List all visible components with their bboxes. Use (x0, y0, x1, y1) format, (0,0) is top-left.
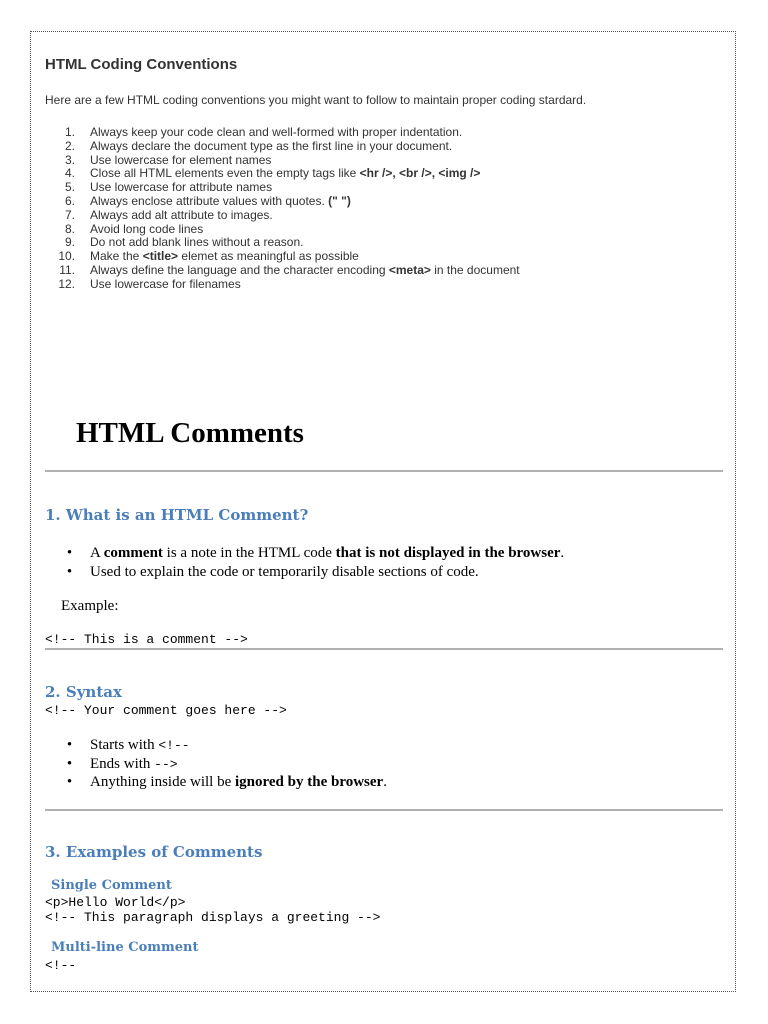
list-number: 8. (64, 221, 75, 236)
syntax-code: <!-- Your comment goes here --> (45, 703, 287, 718)
text-run: . (560, 545, 565, 561)
bullet-item (45, 755, 387, 774)
convention-item (45, 154, 520, 168)
bullet-icon: • (66, 755, 73, 772)
conventions-title: HTML Coding Conventions (45, 56, 238, 73)
bullet-icon: • (66, 774, 73, 790)
text-run: Always enclose attribute values with quotes. (90, 193, 329, 208)
text-run: Always declare the document type as the first line in your document. (90, 138, 453, 153)
document-page (30, 31, 736, 992)
comments-title: HTML Comments (76, 417, 304, 449)
text-run: elemet as meaningful as possible (178, 249, 359, 264)
text-run: Use lowercase for attribute names (90, 180, 273, 195)
example-code: <!-- This is a comment --> (45, 632, 248, 647)
single-comment-heading: Single Comment (51, 878, 172, 893)
conventions-list (45, 126, 520, 292)
text-run: Ends with (90, 755, 155, 772)
inline-code: <!-- (158, 738, 190, 753)
list-number: 11. (59, 262, 75, 277)
inline-code: --> (154, 756, 178, 772)
text-run: Anything inside will be (90, 774, 235, 790)
text-run: Use lowercase for element names (90, 152, 272, 167)
section-heading-syntax: 2. Syntax (45, 683, 122, 701)
section-heading-examples: 3. Examples of Comments (45, 843, 263, 861)
convention-item (45, 236, 520, 250)
example-label: Example: (61, 598, 119, 614)
syntax-bullets (45, 736, 387, 792)
list-number: 12. (58, 276, 75, 291)
text-run: is a note in the HTML code (162, 545, 336, 561)
divider (45, 470, 723, 472)
convention-item (45, 264, 520, 278)
convention-item (45, 181, 520, 195)
list-number: 2. (64, 138, 75, 153)
divider (45, 809, 723, 811)
divider (45, 648, 723, 650)
convention-item (45, 250, 520, 264)
convention-item (45, 140, 520, 154)
text-run: in the document (430, 262, 520, 277)
bold-text: <meta> (388, 262, 431, 277)
list-number: 1. (64, 125, 75, 139)
bold-text: ignored by the browser (235, 774, 384, 790)
list-number: 6. (64, 193, 75, 208)
convention-item (45, 278, 520, 292)
bullet-item (45, 544, 564, 563)
bold-text: comment (103, 545, 163, 561)
text-run: Do not add blank lines without a reason. (90, 235, 304, 250)
bullet-icon: • (66, 545, 73, 561)
convention-item (45, 126, 520, 140)
text-run: Always add alt attribute to images. (90, 207, 273, 222)
section-heading-what-is: 1. What is an HTML Comment? (45, 506, 309, 524)
text-run: Make the (90, 249, 143, 264)
convention-item (45, 223, 520, 237)
bullet-icon: • (66, 563, 73, 580)
convention-item (45, 167, 520, 181)
list-number: 3. (64, 152, 75, 167)
text-run: Starts with (90, 737, 159, 753)
bullet-item (45, 773, 387, 792)
text-run: . (383, 774, 387, 790)
bold-text: <title> (142, 249, 179, 264)
list-number: 4. (64, 166, 75, 181)
convention-item (45, 195, 520, 209)
bold-text: (" ") (328, 193, 351, 208)
text-run: A (90, 545, 104, 561)
multi-line-comment-code-line: <!-- (45, 958, 77, 973)
conventions-intro: Here are a few HTML coding conventions you might want to follow to maintain proper coding stardard. (45, 93, 587, 107)
text-run: Use lowercase for filenames (90, 276, 241, 291)
text-run: Avoid long code lines (90, 221, 204, 236)
single-comment-code-line: <p>Hello World</p> (45, 895, 186, 910)
convention-item (45, 209, 520, 223)
text-run: Used to explain the code or temporarily disable sections of code. (90, 563, 479, 580)
text-run: Close all HTML elements even the empty tags like (90, 166, 360, 181)
bold-text: that is not displayed in the browser (335, 545, 561, 561)
what-is-bullets (45, 544, 564, 581)
bullet-item (45, 736, 387, 755)
text-run: Always keep your code clean and well-formed with proper indentation. (90, 125, 463, 139)
text-run: Always define the language and the character encoding (90, 262, 389, 277)
bullet-item (45, 563, 564, 582)
list-number: 10. (58, 249, 75, 264)
bullet-icon: • (66, 737, 73, 753)
list-number: 7. (64, 207, 75, 222)
list-number: 5. (64, 180, 75, 195)
multi-line-comment-heading: Multi-line Comment (51, 940, 199, 955)
single-comment-code-line: <!-- This paragraph displays a greeting --> (45, 910, 381, 925)
bold-text: <hr />, <br />, <img /> (359, 166, 481, 181)
list-number: 9. (64, 235, 75, 250)
